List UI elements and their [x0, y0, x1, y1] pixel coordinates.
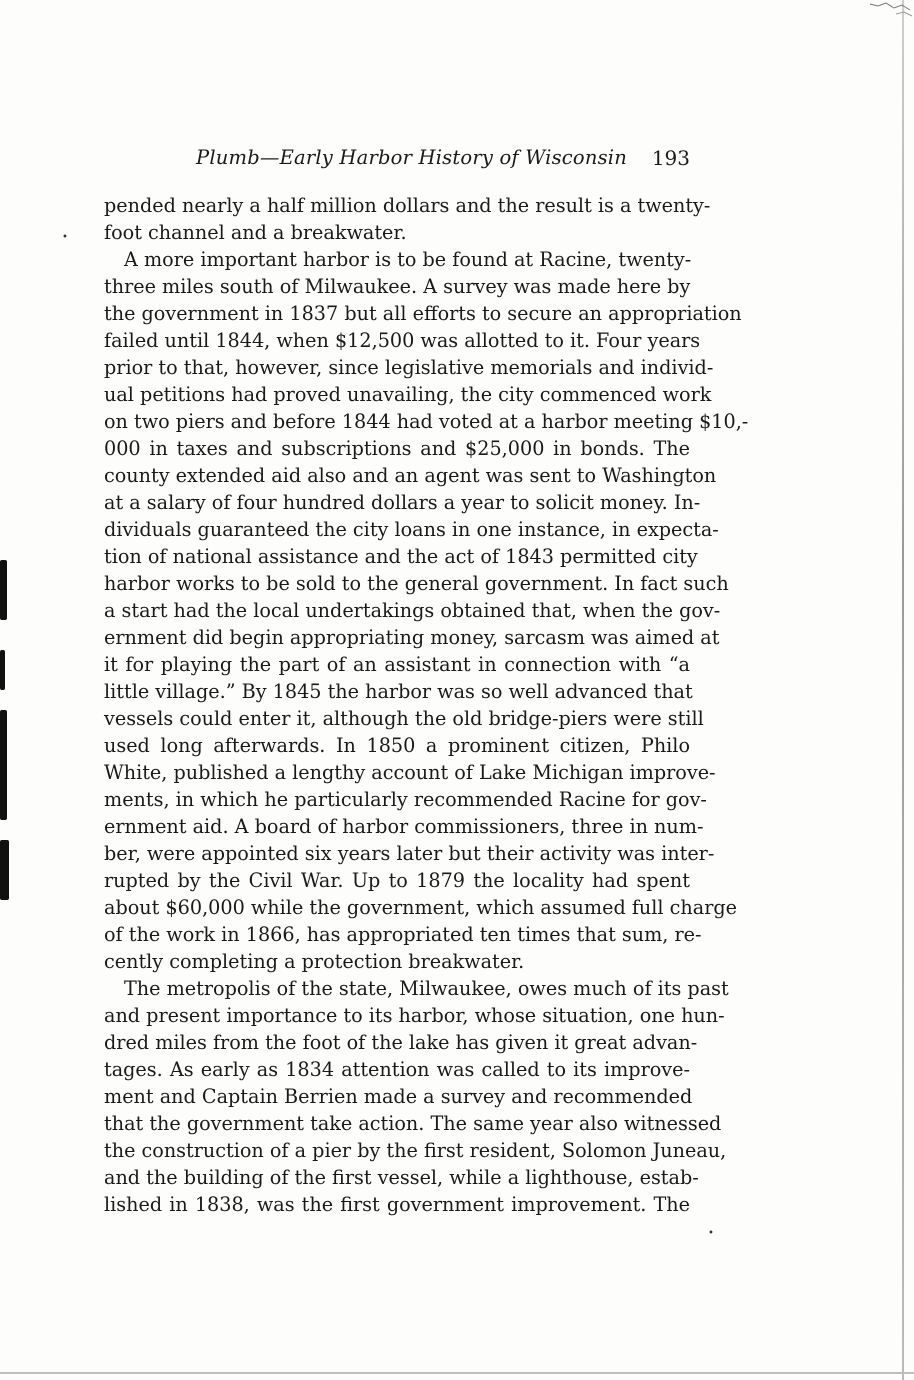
text-line: vessels could enter it, although the old bridge-piers were still: [104, 707, 704, 730]
text-line: county extended aid also and an agent was sent to Washington: [104, 464, 717, 487]
text-line: the government in 1837 but all efforts to secure an appropriation: [104, 302, 742, 325]
text-line: The metropolis of the state, Milwaukee, owes much of its past: [124, 977, 729, 1000]
text-line: used long afterwards. In 1850 a prominent citizen, Philo: [104, 734, 690, 757]
text-line: it for playing the part of an assistant in connection with “a: [104, 653, 690, 676]
text-line: little village.” By 1845 the harbor was so well advanced that: [104, 680, 693, 703]
text-line: tages. As early as 1834 attention was called to its improve-: [104, 1058, 690, 1081]
text-line: that the government take action. The same year also witnessed: [104, 1112, 722, 1135]
text-line: ernment aid. A board of harbor commissioners, three in num-: [104, 815, 704, 838]
text-line: and present importance to its harbor, whose situation, one hun-: [104, 1004, 725, 1027]
text-line: at a salary of four hundred dollars a year to solicit money. In-: [104, 491, 701, 514]
text-line: rupted by the Civil War. Up to 1879 the locality had spent: [104, 869, 690, 892]
text-line: dred miles from the foot of the lake has given it great advan-: [104, 1031, 698, 1054]
running-header: [104, 146, 690, 174]
stray-mark: •: [62, 232, 68, 243]
text-line: ber, were appointed six years later but their activity was inter-: [104, 842, 715, 865]
text-line: a start had the local undertakings obtained that, when the gov-: [104, 599, 721, 622]
text-line: on two piers and before 1844 had voted at a harbor meeting $10,-: [104, 410, 749, 433]
text-line: the construction of a pier by the first resident, Solomon Juneau,: [104, 1139, 727, 1162]
binding-shadow: [0, 560, 8, 940]
text-line: harbor works to be sold to the general government. In fact such: [104, 572, 729, 595]
text-line: and the building of the first vessel, while a lighthouse, estab-: [104, 1166, 699, 1189]
text-line: ments, in which he particularly recommended Racine for gov-: [104, 788, 707, 811]
text-line: pended nearly a half million dollars and the result is a twenty-: [104, 194, 711, 217]
text-line: cently completing a protection breakwater.: [104, 950, 525, 973]
page-number: 193: [651, 146, 690, 170]
text-line: ual petitions had proved unavailing, the city commenced work: [104, 383, 712, 406]
text-line: prior to that, however, since legislative memorials and individ-: [104, 356, 714, 379]
page-edge-right: [902, 0, 904, 1380]
running-title: Plumb—Early Harbor History of Wisconsin: [196, 146, 628, 169]
text-line: A more important harbor is to be found at Racine, twenty-: [124, 248, 692, 271]
text-line: White, published a lengthy account of Lake Michigan improve-: [104, 761, 716, 784]
text-line: 000 in taxes and subscriptions and $25,000 in bonds. The: [104, 437, 690, 460]
page-edge-bottom: [0, 1372, 914, 1374]
text-line: foot channel and a breakwater.: [104, 221, 407, 244]
text-line: failed until 1844, when $12,500 was allotted to it. Four years: [104, 329, 701, 352]
text-line: dividuals guaranteed the city loans in one instance, in expecta-: [104, 518, 719, 541]
text-line: about $60,000 while the government, which assumed full charge: [104, 896, 738, 919]
scan-noise: [866, 0, 914, 22]
text-line: of the work in 1866, has appropriated ten times that sum, re-: [104, 923, 702, 946]
text-line: ernment did begin appropriating money, sarcasm was aimed at: [104, 626, 720, 649]
text-line: lished in 1838, was the first government improvement. The: [104, 1193, 690, 1216]
text-line: tion of national assistance and the act of 1843 permitted city: [104, 545, 698, 568]
stray-mark: •: [708, 1228, 714, 1239]
body-text: [104, 192, 749, 1218]
text-line: three miles south of Milwaukee. A survey was made here by: [104, 275, 691, 298]
text-line: ment and Captain Berrien made a survey and recommended: [104, 1085, 693, 1108]
